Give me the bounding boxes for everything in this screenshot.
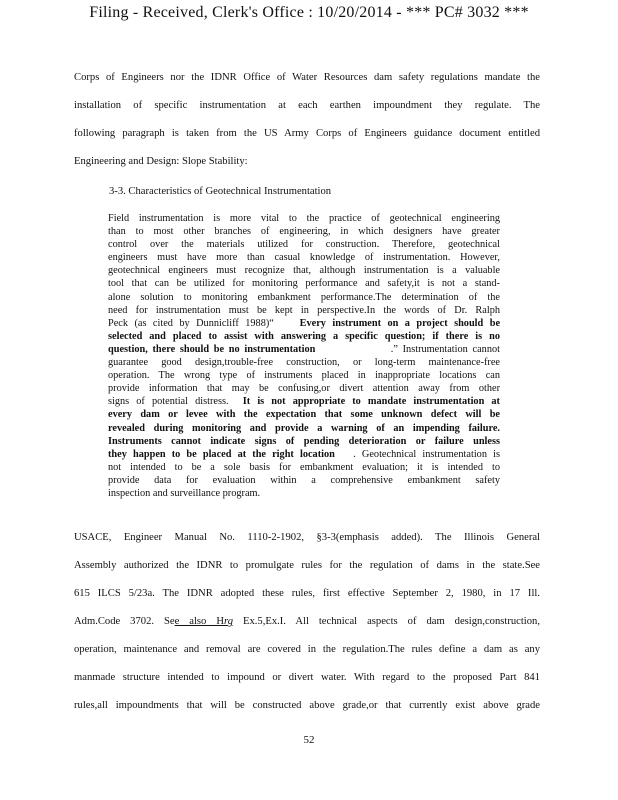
quote-line: Field instrumentation is more vital to the practice of geotechnical engineering (108, 213, 500, 224)
body-line: 615 ILCS 5/23a. The IDNR adopted these rules, first effective September 2, 1980, in 17 Ill. (74, 588, 540, 599)
quote-line: guarantee good design,trouble-free construction, or long-term maintenance-free (108, 357, 500, 369)
emphasis-text: question, there should be no instrumentation (108, 343, 316, 355)
quote-line: engineers must have more than casual knowledge of instrumentation. However, (108, 252, 500, 264)
body-line: Engineering and Design: Slope Stability: (74, 156, 248, 167)
quote-line: control over the materials utilized for construction. Therefore, geotechnical (108, 239, 500, 251)
quote-line: not intended to be a sole basis for embankment evaluation; it is intended to (108, 461, 500, 473)
quote-line: need for instrumentation must be kept in perspective.In the words of Dr. Ralph (108, 304, 500, 316)
body-line: installation of specific instrumentation at each earthen impoundment they regulate. The (74, 100, 540, 111)
signal-see-also: e also H (174, 616, 224, 627)
quote-line: geotechnical engineers must recognize that, although instrumentation is a valuable (108, 265, 500, 277)
body-line (74, 616, 540, 627)
quote-line-emphasis: revealed during monitoring and provide a warning of an impending failure. (108, 422, 500, 434)
quote-line: alone solution to monitoring embankment performance.The determination of the (108, 291, 500, 303)
quote-line (108, 448, 500, 461)
quote-line: than to most other branches of engineering, in which designers have greater (108, 226, 500, 238)
body-text: Adm.Code 3702. Se (74, 616, 175, 627)
quote-line: tool that can be utilized for monitoring performance and safety,it is not a stand- (108, 278, 500, 290)
filing-header: Filing - Received, Clerk's Office : 10/20/2014 - *** PC# 3032 *** (89, 4, 529, 21)
body-line: rules,all impoundments that will be constructed above grade,or that currently exist above grade (74, 700, 540, 711)
quote-line-emphasis: selected and placed to assist with answering a specific question; if there is no (108, 330, 500, 342)
quote-text: signs of potential distress. (108, 396, 229, 408)
quote-text: .” Instrumentation cannot (390, 343, 500, 355)
emphasis-text: Every instrument on a project should be (299, 317, 501, 329)
body-text: Ex.5,Ex.I. All technical aspects of dam design,construction, (233, 616, 540, 627)
quote-text: . Geotechnical instrumentation is (353, 448, 500, 460)
body-line: USACE, Engineer Manual No. 1110-2-1902, §3-3(emphasis added). The Illinois General (74, 532, 540, 543)
quote-line: inspection and surveillance program. (108, 487, 261, 499)
quote-line-emphasis: every dam or levee with the expectation that some unknown defect will be (108, 409, 500, 421)
emphasis-text: they happen to be placed at the right location (108, 448, 335, 460)
page-number: 52 (303, 734, 315, 746)
body-line: Assembly authorized the IDNR to promulgate rules for the regulation of dams in the state.See (74, 560, 540, 571)
quote-line: provide data for evaluation within a comprehensive embankment safety (108, 474, 500, 486)
quote-line (108, 317, 500, 330)
block-quote (108, 212, 500, 500)
quote-line (108, 343, 500, 356)
quote-line: operation. The wrong type of instruments placed in inappropriate locations can (108, 370, 500, 382)
quote-line-emphasis: Instruments cannot indicate signs of pending deterioration or failure unless (108, 435, 500, 447)
body-line: operation, maintenance and removal are covered in the regulation.The rules define a dam as any (74, 644, 540, 655)
body-line: following paragraph is taken from the US Army Corps of Engineers guidance document entitled (74, 128, 540, 139)
body-line: manmade structure intended to impound or divert water. With regard to the proposed Part 841 (74, 672, 540, 683)
emphasis-text: It is not appropriate to mandate instrumentation at (242, 396, 500, 408)
body-line: Corps of Engineers nor the IDNR Office of Water Resources dam safety regulations mandate the (74, 72, 540, 83)
quote-text: Peck (as cited by Dunnicliff 1988)“ (108, 317, 274, 329)
quote-line: provide information that may be confusing,or divert attention away from other (108, 383, 500, 395)
hrg-abbrev: r (223, 616, 228, 627)
hrg-abbrev: g (227, 616, 234, 627)
quote-line (108, 395, 500, 408)
quote-heading: 3-3. Characteristics of Geotechnical Instrumentation (109, 186, 332, 197)
